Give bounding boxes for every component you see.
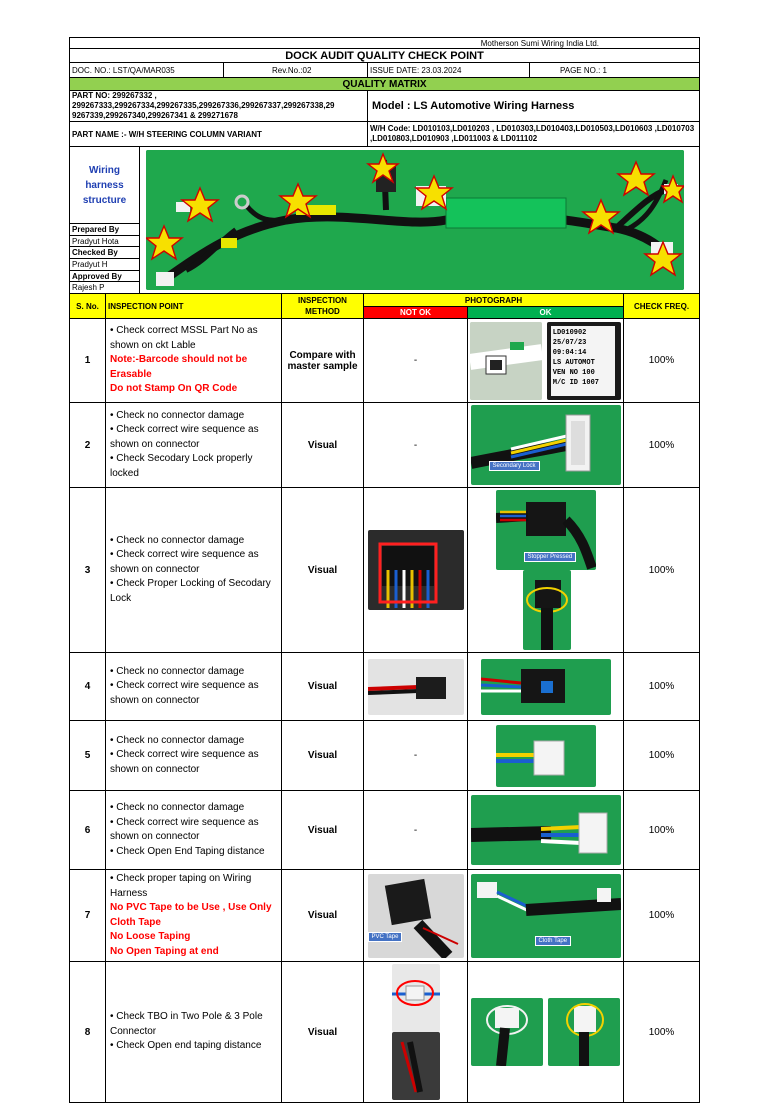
row-number: 4 xyxy=(70,653,106,721)
col-inspection-point: INSPECTION POINT xyxy=(106,294,282,319)
check-freq: 100% xyxy=(624,488,700,653)
point-note: Note:-Barcode should not be Erasable xyxy=(110,354,248,380)
point-line: • Check correct wire sequence as shown on connector xyxy=(110,749,259,775)
ok-photo-cell xyxy=(468,488,624,653)
point-line: • Check proper taping on Wiring Harness xyxy=(110,873,252,899)
table-row xyxy=(70,653,700,721)
table-row xyxy=(70,870,700,962)
inspection-point xyxy=(106,962,282,1103)
inspection-method: Visual xyxy=(282,403,364,488)
tbo-ok-photo-2 xyxy=(548,998,620,1066)
inspection-method: Visual xyxy=(282,791,364,870)
barcode-label-photo xyxy=(470,322,542,400)
not-ok-photo-cell xyxy=(364,870,468,962)
col-ok: OK xyxy=(468,307,624,319)
label-vendor: VEN NO 100 xyxy=(552,368,595,377)
check-freq: 100% xyxy=(624,791,700,870)
row-number: 8 xyxy=(70,962,106,1103)
check-freq: 100% xyxy=(624,721,700,791)
inspection-point xyxy=(106,403,282,488)
ok-photo-cell xyxy=(468,653,624,721)
ok-photo-cell xyxy=(468,870,624,962)
point-line: • Check no connector damage xyxy=(110,409,245,421)
not-ok-photo-cell xyxy=(364,488,468,653)
tbo-not-ok-photo-1 xyxy=(392,964,440,1032)
connector-not-ok-photo xyxy=(368,530,464,610)
stopper-pressed-callout: Stopper Pressed xyxy=(524,552,577,562)
quality-check-sheet xyxy=(69,37,699,1103)
point-note: No PVC Tape to be Use , Use Only Cloth Tape xyxy=(110,902,272,928)
inspection-method: Compare with master sample xyxy=(282,319,364,403)
point-note: No Open Taping at end xyxy=(110,945,219,957)
inspection-point xyxy=(106,870,282,962)
ok-photo-cell xyxy=(468,721,624,791)
point-line: • Check no connector damage xyxy=(110,802,245,813)
point-line: • Check no connector damage xyxy=(110,665,245,677)
ok-photo-cell xyxy=(468,791,624,870)
revision-number: Rev.No.:02 xyxy=(224,63,368,78)
row-number: 3 xyxy=(70,488,106,653)
point-line: • Check TBO in Two Pole & 3 Pole Connector xyxy=(110,1011,263,1037)
prepared-by-name: Pradyut Hota xyxy=(70,235,140,247)
structure-table xyxy=(69,146,700,294)
label-brand: LS AUTOMOT xyxy=(552,358,595,367)
row-number: 1 xyxy=(70,319,106,403)
company-name: Motherson Sumi Wiring India Ltd. xyxy=(70,38,700,49)
prepared-by-label: Prepared By xyxy=(70,224,140,236)
col-check-freq: CHECK FREQ. xyxy=(624,294,700,319)
not-ok-photo: - xyxy=(364,403,468,488)
point-line: • Check no connector damage xyxy=(110,534,245,546)
check-freq: 100% xyxy=(624,870,700,962)
point-line: • Check correct MSSL Part No as shown on ckt Lable xyxy=(110,325,258,351)
label-date: 25/07/23 xyxy=(552,338,587,347)
label-time: 09:04:14 xyxy=(552,348,587,357)
check-freq: 100% xyxy=(624,319,700,403)
table-row xyxy=(70,791,700,870)
part-numbers: PART NO: 299267332 , 299267333,299267334,299267335,299267336,299267337,299267338,29 9267339,299267340,299267341 & 299271678 xyxy=(70,91,368,122)
connector-side-photo xyxy=(523,570,571,650)
inspection-point xyxy=(106,791,282,870)
wh-code: W/H Code: LD010103,LD010203 , LD010303,LD010403,LD010503,LD010603 ,LD010703 ,LD010803,LD010903 ,LD011003 & LD011102 xyxy=(368,122,700,147)
point-line: • Check Open End Taping distance xyxy=(110,845,265,857)
inspection-method: Visual xyxy=(282,721,364,791)
issue-date: ISSUE DATE: 23.03.2024 xyxy=(368,63,530,78)
two-pin-not-ok-photo xyxy=(368,659,464,715)
point-line: • Check Secodary Lock properly locked xyxy=(110,453,253,479)
harness-photo xyxy=(146,150,684,290)
ok-photo-cell xyxy=(468,319,624,403)
white-connector-photo xyxy=(496,725,596,787)
connector-ok-photo xyxy=(481,659,611,715)
taped-connector-photo xyxy=(471,795,621,865)
point-line: • Check Open end taping distance xyxy=(110,1040,262,1052)
connector-secondary-lock-photo xyxy=(471,405,621,485)
col-inspection-method: INSPECTION METHOD xyxy=(282,294,364,319)
header-table xyxy=(69,37,700,147)
document-title: DOCK AUDIT QUALITY CHECK POINT xyxy=(70,49,700,63)
not-ok-photo: - xyxy=(364,319,468,403)
tbo-ok-photo-1 xyxy=(471,998,543,1066)
table-row xyxy=(70,319,700,403)
not-ok-photo-cell xyxy=(364,962,468,1103)
inspection-method: Visual xyxy=(282,488,364,653)
point-line: • Check Proper Locking of Secodary Lock xyxy=(110,578,271,604)
label-closeup-photo xyxy=(547,322,621,400)
inspection-point xyxy=(106,653,282,721)
inspection-point xyxy=(106,488,282,653)
model-name: Model : LS Automotive Wiring Harness xyxy=(368,91,700,122)
cloth-tape-photo xyxy=(471,874,621,958)
doc-number: DOC. NO.: LST/QA/MAR035 xyxy=(70,63,224,78)
point-line: • Check correct wire sequence as shown on connector xyxy=(110,816,259,842)
row-number: 2 xyxy=(70,403,106,488)
label-code: LD010902 xyxy=(552,328,587,337)
page-number: PAGE NO.: 1 xyxy=(530,63,700,78)
ok-photo-cell xyxy=(468,962,624,1103)
point-line: • Check correct wire sequence as shown on connector xyxy=(110,680,259,706)
point-note: Do not Stamp On QR Code xyxy=(110,383,238,395)
col-not-ok: NOT OK xyxy=(364,307,468,319)
point-line: • Check correct wire sequence as shown on connector xyxy=(110,424,259,450)
not-ok-photo: - xyxy=(364,791,468,870)
col-sno: S. No. xyxy=(70,294,106,319)
structure-label: Wiring harness structure xyxy=(70,147,140,224)
harness-photo-cell xyxy=(140,147,700,294)
check-freq: 100% xyxy=(624,403,700,488)
inspection-method: Visual xyxy=(282,653,364,721)
part-name: PART NAME :- W/H STEERING COLUMN VARIANT xyxy=(70,122,368,147)
table-row xyxy=(70,721,700,791)
cloth-tape-callout: Cloth Tape xyxy=(535,936,572,946)
inspection-method: Visual xyxy=(282,962,364,1103)
inspection-point xyxy=(106,721,282,791)
pvc-tape-callout: PVC Tape xyxy=(368,932,403,942)
table-row xyxy=(70,962,700,1103)
checked-by-label: Checked By xyxy=(70,247,140,259)
checked-by-name: Pradyut H xyxy=(70,259,140,271)
table-row xyxy=(70,488,700,653)
point-line: • Check no connector damage xyxy=(110,734,245,746)
inspection-point xyxy=(106,319,282,403)
label-machine: M/C ID 1007 xyxy=(552,378,599,387)
point-note: No Loose Taping xyxy=(110,931,191,942)
table-row xyxy=(70,403,700,488)
not-ok-photo: - xyxy=(364,721,468,791)
quality-matrix-title: QUALITY MATRIX xyxy=(70,78,700,91)
connector-locked-photo xyxy=(496,490,596,570)
secondary-lock-callout: Secondary Lock xyxy=(489,461,540,471)
row-number: 6 xyxy=(70,791,106,870)
approved-by-name: Rajesh P xyxy=(70,282,140,294)
not-ok-photo-cell xyxy=(364,653,468,721)
inspection-table xyxy=(69,293,700,1103)
approved-by-label: Approved By xyxy=(70,270,140,282)
check-freq: 100% xyxy=(624,962,700,1103)
tbo-not-ok-photo-2 xyxy=(392,1032,440,1100)
point-line: • Check correct wire sequence as shown on connector xyxy=(110,549,259,575)
inspection-method: Visual xyxy=(282,870,364,962)
check-freq: 100% xyxy=(624,653,700,721)
ok-photo-cell xyxy=(468,403,624,488)
row-number: 7 xyxy=(70,870,106,962)
col-photograph: PHOTOGRAPH xyxy=(364,294,624,307)
row-number: 5 xyxy=(70,721,106,791)
pvc-tape-photo xyxy=(368,874,464,958)
